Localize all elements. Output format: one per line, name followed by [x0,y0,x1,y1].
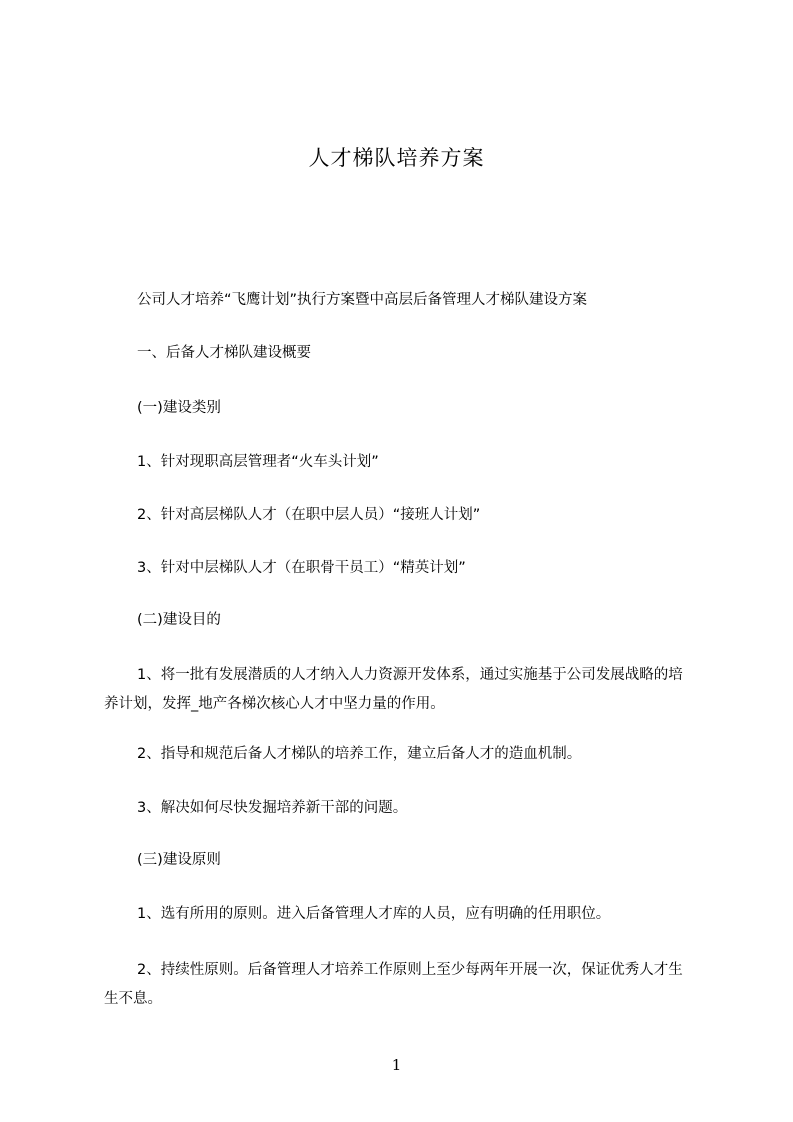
list-item-purpose-3: 3、解决如何尽快发掘培养新干部的问题。 [137,800,408,816]
subsection-heading-purpose: (二)建设目的 [137,612,221,628]
list-item-purpose-1: 1、将一批有发展潜质的人才纳入人力资源开发体系，通过实施基于公司发展战略的培养计划，发挥_地产各梯次核心人才中坚力量的作用。 [104,667,683,712]
list-item-category-2: 2、针对高层梯队人才（在职中层人员）“接班人计划” [137,507,481,523]
list-item-principle-1: 1、选有所用的原则。进入后备管理人才库的人员，应有明确的任用职位。 [137,906,611,922]
subsection-heading-category: (一)建设类别 [137,400,221,416]
paragraph-intro: 公司人才培养“飞鹰计划”执行方案暨中高层后备管理人才梯队建设方案 [137,292,588,308]
section-heading-overview: 一、后备人才梯队建设概要 [137,345,311,361]
page-number: 1 [391,1056,402,1074]
list-item-category-1: 1、针对现职高层管理者“火车头计划” [137,454,379,470]
list-item-principle-2: 2、持续性原则。后备管理人才培养工作原则上至少每两年开展一次，保证优秀人才生生不息。 [104,962,683,1007]
subsection-heading-principle: (三)建设原则 [137,852,221,868]
list-item-category-3: 3、针对中层梯队人才（在职骨干员工）“精英计划” [137,560,466,576]
document-title: 人才梯队培养方案 [308,146,485,170]
list-item-purpose-2: 2、指导和规范后备人才梯队的培养工作，建立后备人才的造血机制。 [137,746,582,762]
